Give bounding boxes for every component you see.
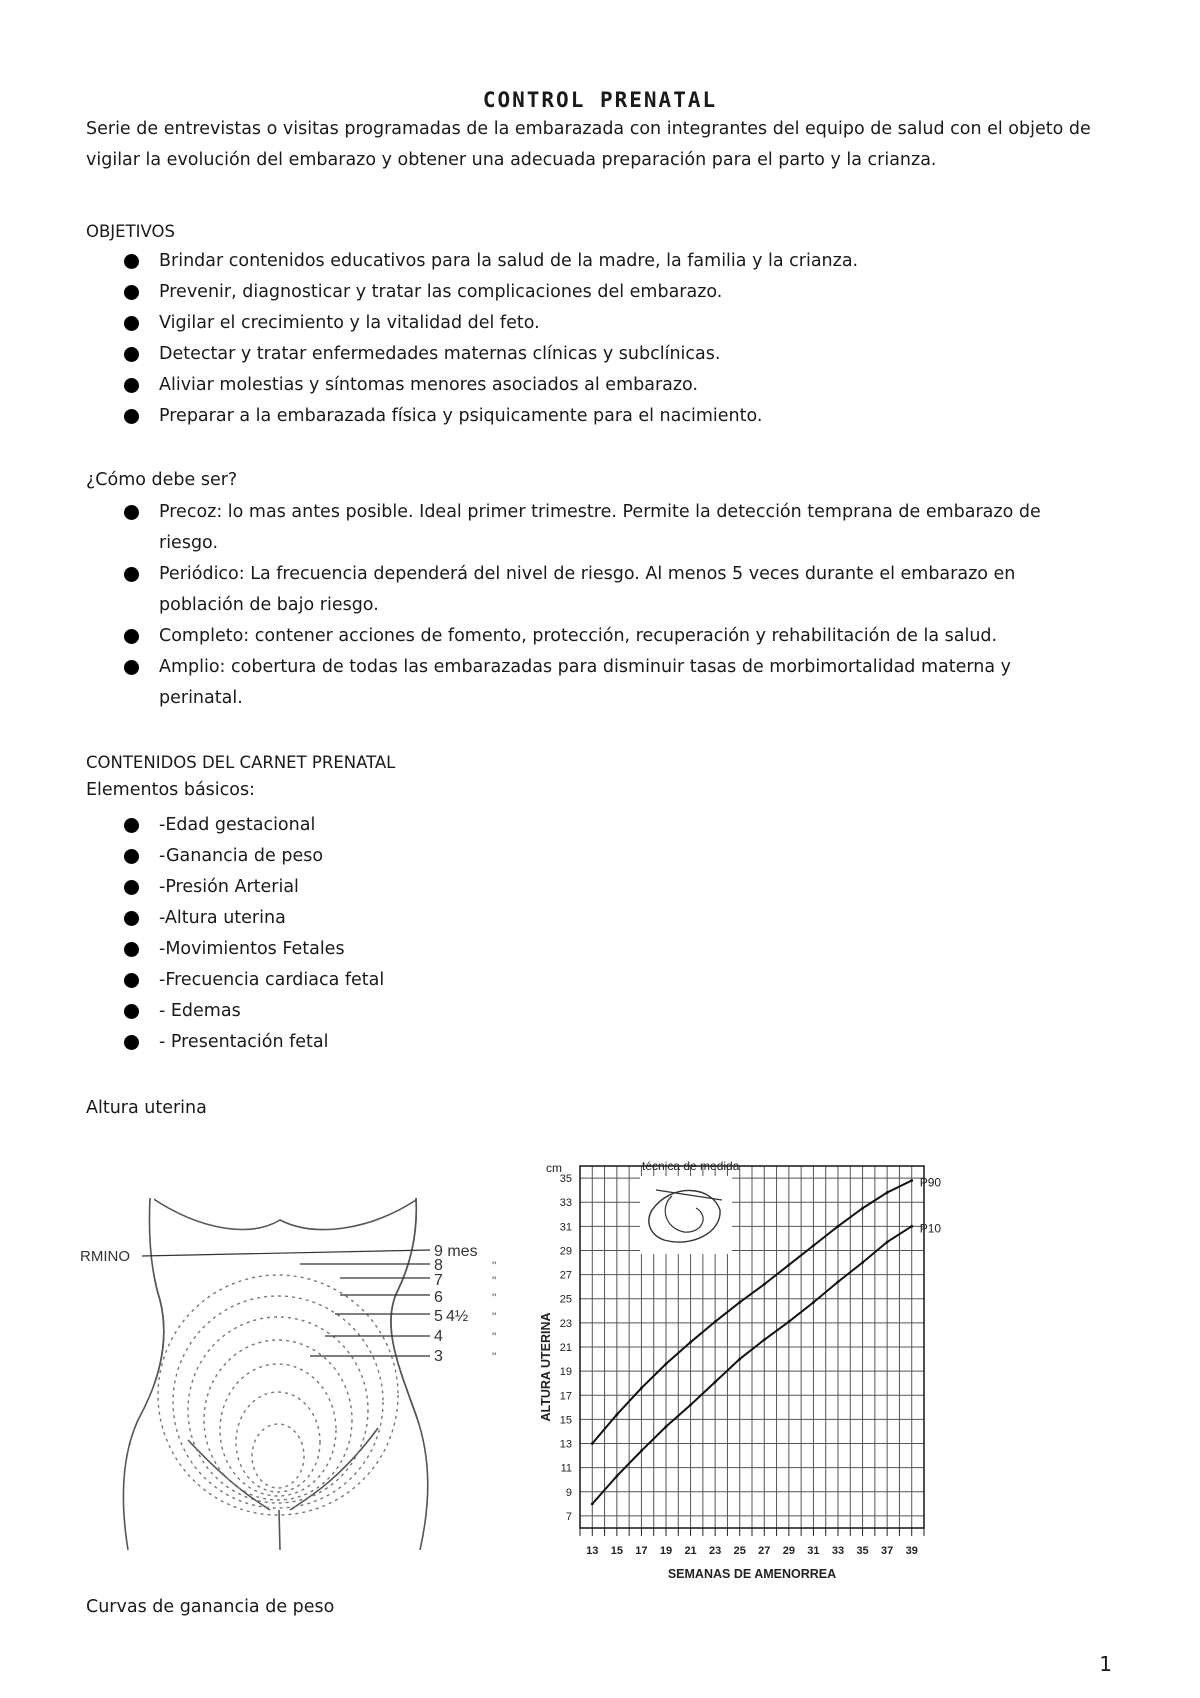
fundus-arc-7 — [188, 1317, 368, 1503]
ditto-mark: " — [492, 1291, 497, 1305]
como-heading: ¿Cómo debe ser? — [86, 470, 238, 490]
list-item: -Presión Arterial — [0, 872, 1079, 903]
ditto-mark: " — [492, 1310, 497, 1324]
data-point — [910, 1179, 913, 1182]
data-point — [763, 1283, 766, 1286]
data-point — [837, 1280, 840, 1283]
groin-line-right — [290, 1428, 378, 1510]
list-item: Preparar a la embarazada física y psiquicamente para el nacimiento. — [0, 401, 1079, 432]
x-tick-label: 31 — [807, 1545, 820, 1557]
data-point — [615, 1413, 618, 1416]
bullet-icon — [124, 973, 139, 988]
unit-label: cm — [546, 1161, 562, 1175]
page-number: 1 — [1099, 1652, 1112, 1676]
x-tick-label: 13 — [586, 1545, 599, 1557]
list-item: Periódico: La frecuencia dependerá del nivel de riesgo. Al menos 5 veces durante el embarazo en población de bajo riesgo. — [0, 559, 1079, 621]
month-label: 4 — [434, 1328, 443, 1345]
x-tick-label: 23 — [709, 1545, 722, 1557]
x-axis-label: SEMANAS DE AMENORREA — [667, 1567, 837, 1581]
y-tick-label: 31 — [559, 1221, 572, 1234]
data-point — [689, 1404, 692, 1407]
list-item: -Edad gestacional — [0, 810, 1079, 841]
bullet-icon — [124, 1035, 139, 1050]
intro-paragraph: Serie de entrevistas o visitas programadas de la embarazada con integrantes del equipo de salud con el objeto de vigilar la evolución del embarazo y obtener una adecuada preparación para el parto y la crianza. — [86, 119, 1091, 170]
y-tick-label: 25 — [559, 1293, 572, 1306]
data-point — [886, 1241, 889, 1244]
y-tick-label: 15 — [559, 1414, 572, 1427]
y-tick-label: 19 — [559, 1366, 572, 1379]
page-title: CONTROL PRENATAL — [482, 88, 718, 112]
x-tick-label: 19 — [659, 1545, 673, 1557]
x-tick-label: 25 — [733, 1545, 746, 1557]
altura-heading: Altura uterina — [86, 1098, 207, 1118]
objetivos-heading: OBJETIVOS — [86, 222, 176, 241]
curvas-heading: Curvas de ganancia de peso — [86, 1597, 335, 1617]
data-point — [640, 1449, 643, 1452]
data-point — [591, 1442, 594, 1445]
ditto-mark: " — [492, 1274, 497, 1288]
data-point — [861, 1261, 864, 1264]
como-list — [0, 497, 1200, 714]
list-item: Vigilar el crecimiento y la vitalidad del feto. — [0, 308, 1079, 339]
data-point — [910, 1225, 913, 1228]
list-item: - Edemas — [0, 996, 1079, 1027]
ditto-mark: " — [492, 1330, 497, 1344]
series-label-p90: P90 — [919, 1175, 942, 1190]
data-point — [665, 1362, 668, 1365]
y-tick-label: 27 — [559, 1269, 572, 1282]
y-axis-label: ALTURA UTERINA — [539, 1312, 553, 1422]
fundus-arc-4 — [236, 1392, 320, 1492]
carnet-heading: CONTENIDOS DEL CARNET PRENATAL — [86, 753, 396, 772]
fundus-arc-8 — [173, 1296, 383, 1508]
carnet-subheading: Elementos básicos: — [86, 780, 255, 800]
ditto-mark: " — [492, 1350, 497, 1364]
fundal-height-illustration — [80, 1180, 520, 1550]
y-tick-label: 29 — [559, 1245, 572, 1258]
x-tick-label: 39 — [905, 1545, 918, 1557]
bullet-icon — [124, 849, 139, 864]
list-item: Completo: contener acciones de fomento, protección, recuperación y rehabilitación de la salud. — [0, 621, 1079, 652]
month-label: 4½ — [446, 1308, 469, 1325]
bullet-icon — [124, 818, 139, 833]
bullet-icon — [124, 347, 139, 362]
bullet-icon — [124, 409, 139, 424]
midline — [279, 1510, 280, 1550]
termino-label: RMINO — [80, 1248, 130, 1265]
chest-line — [152, 1198, 416, 1230]
data-point — [714, 1320, 717, 1323]
data-point — [591, 1502, 594, 1505]
y-tick-label: 9 — [565, 1486, 572, 1499]
x-tick-label: 17 — [635, 1545, 648, 1557]
x-tick-label: 15 — [610, 1545, 623, 1557]
list-item: Amplio: cobertura de todas las embarazadas para disminuir tasas de morbimortalidad materna y perinatal. — [0, 652, 1079, 714]
y-tick-label: 23 — [559, 1317, 572, 1330]
fundus-arc-3 — [252, 1424, 304, 1488]
data-point — [714, 1381, 717, 1384]
x-tick-label: 21 — [684, 1545, 697, 1557]
series-label-p10: P10 — [919, 1221, 942, 1236]
data-point — [738, 1301, 741, 1304]
month-label: 3 — [434, 1348, 443, 1365]
bullet-icon — [124, 254, 139, 269]
month-label: 8 — [434, 1257, 443, 1274]
x-tick-label: 37 — [881, 1545, 894, 1557]
data-point — [861, 1207, 864, 1210]
list-item: -Altura uterina — [0, 903, 1079, 934]
data-point — [640, 1387, 643, 1390]
fundus-arc-6 — [204, 1340, 352, 1500]
bullet-icon — [124, 316, 139, 331]
y-tick-label: 33 — [559, 1197, 572, 1210]
bullet-icon — [124, 911, 139, 926]
month-label: 6 — [434, 1289, 443, 1306]
carnet-list — [0, 810, 1200, 1058]
objetivos-list — [0, 246, 1200, 432]
data-point — [665, 1425, 668, 1428]
x-tick-label: 29 — [782, 1545, 795, 1557]
data-point — [689, 1341, 692, 1344]
y-tick-label: 35 — [559, 1173, 572, 1186]
y-tick-label: 17 — [559, 1390, 572, 1403]
y-tick-label: 11 — [560, 1462, 572, 1475]
list-item: Brindar contenidos educativos para la salud de la madre, la familia y la crianza. — [0, 246, 1079, 277]
fundus-arc-9 — [158, 1275, 398, 1515]
data-point — [787, 1320, 790, 1323]
bullet-icon — [124, 505, 139, 520]
data-point — [812, 1301, 815, 1304]
data-point — [812, 1244, 815, 1247]
data-point — [886, 1191, 889, 1194]
month-label: 5 — [434, 1308, 443, 1325]
list-item: Aliviar molestias y síntomas menores asociados al embarazo. — [0, 370, 1079, 401]
bullet-icon — [124, 660, 139, 675]
bullet-icon — [124, 629, 139, 644]
ditto-mark: " — [492, 1259, 497, 1273]
data-point — [787, 1264, 790, 1267]
data-point — [615, 1475, 618, 1478]
bullet-icon — [124, 1004, 139, 1019]
y-tick-label: 13 — [559, 1438, 572, 1451]
x-tick-label: 35 — [856, 1545, 869, 1557]
list-item: Prevenir, diagnosticar y tratar las complicaciones del embarazo. — [0, 277, 1079, 308]
bullet-icon — [124, 378, 139, 393]
bullet-icon — [124, 942, 139, 957]
list-item: -Movimientos Fetales — [0, 934, 1079, 965]
list-item: -Ganancia de peso — [0, 841, 1079, 872]
x-tick-label: 27 — [758, 1545, 771, 1557]
list-item: Detectar y tratar enfermedades maternas clínicas y subclínicas. — [0, 339, 1079, 370]
month-label: 7 — [434, 1272, 443, 1289]
list-item: Precoz: lo mas antes posible. Ideal primer trimestre. Permite la detección temprana de embarazo de riesgo. — [0, 497, 1079, 559]
leader-line — [142, 1250, 430, 1256]
list-item: -Frecuencia cardiaca fetal — [0, 965, 1079, 996]
bullet-icon — [124, 880, 139, 895]
bullet-icon — [124, 285, 139, 300]
y-tick-label: 7 — [565, 1510, 572, 1523]
data-point — [837, 1225, 840, 1228]
data-point — [763, 1338, 766, 1341]
uterine-height-chart — [532, 1150, 992, 1590]
y-tick-label: 21 — [559, 1342, 572, 1354]
data-point — [738, 1358, 741, 1361]
inset-label: técnica de medida — [642, 1159, 740, 1173]
list-item: - Presentación fetal — [0, 1027, 1079, 1058]
bullet-icon — [124, 567, 139, 582]
x-tick-label: 33 — [831, 1545, 845, 1557]
month-label: 9 mes — [434, 1243, 478, 1260]
